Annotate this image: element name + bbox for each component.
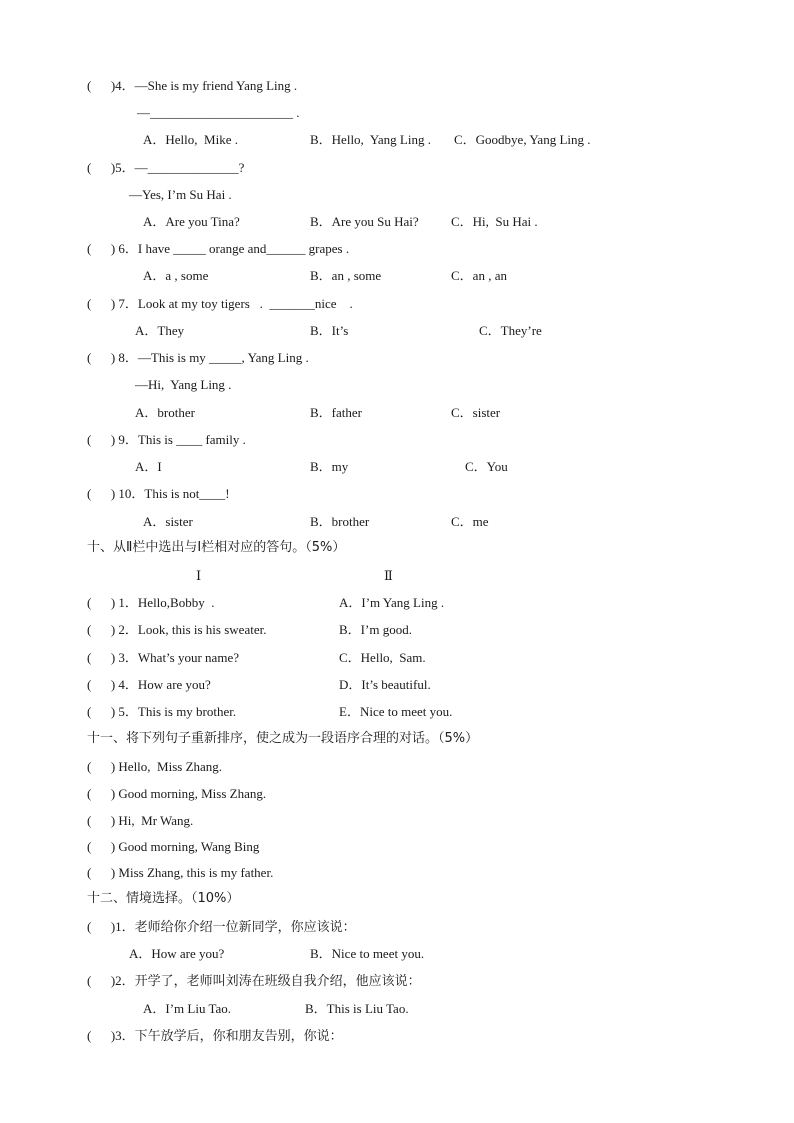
s12-q3-stem: ( )3．下午放学后，你和朋友告别，你说： [87, 1028, 343, 1043]
q5-option-c: C．Hi, Su Hai . [451, 214, 538, 229]
section12-title: 十二、情境选择。（10%） [87, 891, 240, 906]
q8-option-c: C．sister [451, 405, 501, 420]
q7-stem: ( ) 7．Look at my toy tigers . _______nice . [87, 296, 353, 311]
column-1-header: Ⅰ [196, 568, 202, 583]
match-left-1: ( ) 1．Hello,Bobby . [87, 595, 215, 610]
q10-option-c: C．me [451, 514, 489, 529]
column-2-header: Ⅱ [384, 568, 393, 583]
q4-stem: ( )4．—She is my friend Yang Ling . [87, 78, 298, 93]
q6-option-c: C．an , an [451, 268, 507, 283]
s12-q2-option-a: A．I’m Liu Tao. [143, 1001, 232, 1016]
q7-option-b: B．It’s [310, 323, 349, 338]
q10-option-a: A．sister [143, 514, 193, 529]
q4-reply-blank: —______________________ . [137, 105, 300, 120]
s12-q1-stem: ( )1．老师给你介绍一位新同学，你应该说： [87, 919, 356, 934]
order-item-5: ( ) Miss Zhang, this is my father. [87, 865, 274, 880]
match-left-4: ( ) 4．How are you? [87, 677, 211, 692]
s12-q2-option-b: B．This is Liu Tao. [305, 1001, 409, 1016]
s12-q2-stem: ( )2．开学了，老师叫刘涛在班级自我介绍，他应该说： [87, 973, 421, 988]
q5-option-b: B．Are you Su Hai? [310, 214, 419, 229]
q4-option-b: B．Hello, Yang Ling . [310, 132, 431, 147]
order-item-1: ( ) Hello, Miss Zhang. [87, 759, 223, 774]
match-right-a: A．I’m Yang Ling . [339, 595, 445, 610]
q9-option-a: A．I [135, 459, 162, 474]
q4-option-c: C．Goodbye, Yang Ling . [454, 132, 591, 147]
q5-reply: —Yes, I’m Su Hai . [129, 187, 232, 202]
section11-title: 十一、将下列句子重新排序，使之成为一段语序合理的对话。（5%） [87, 731, 479, 746]
order-item-2: ( ) Good morning, Miss Zhang. [87, 786, 267, 801]
s12-q1-option-a: A．How are you? [129, 946, 225, 961]
q6-option-a: A．a , some [143, 268, 209, 283]
q4-option-a: A．Hello, Mike . [143, 132, 238, 147]
s12-q1-option-b: B．Nice to meet you. [310, 946, 425, 961]
q9-stem: ( ) 9．This is ____ family . [87, 432, 246, 447]
order-item-3: ( ) Hi, Mr Wang. [87, 813, 194, 828]
order-item-4: ( ) Good morning, Wang Bing [87, 839, 260, 854]
q8-option-b: B．father [310, 405, 362, 420]
q8-reply: —Hi, Yang Ling . [135, 377, 232, 392]
q6-option-b: B．an , some [310, 268, 382, 283]
section10-title: 十、从Ⅱ栏中选出与Ⅰ栏相对应的答句。（5%） [87, 540, 346, 555]
q7-option-c: C．They’re [479, 323, 542, 338]
match-right-c: C．Hello, Sam. [339, 650, 426, 665]
match-right-b: B．I’m good. [339, 622, 412, 637]
match-left-5: ( ) 5．This is my brother. [87, 704, 237, 719]
q10-stem: ( ) 10．This is not____! [87, 486, 230, 501]
q9-option-c: C．You [465, 459, 508, 474]
q6-stem: ( ) 6．I have _____ orange and______ grapes . [87, 241, 350, 256]
q10-option-b: B．brother [310, 514, 370, 529]
q5-stem: ( )5．—______________? [87, 160, 245, 175]
match-left-3: ( ) 3．What’s your name? [87, 650, 239, 665]
match-right-e: E．Nice to meet you. [339, 704, 453, 719]
q8-stem: ( ) 8．—This is my _____, Yang Ling . [87, 350, 309, 365]
match-right-d: D．It’s beautiful. [339, 677, 431, 692]
q5-option-a: A．Are you Tina? [143, 214, 240, 229]
q9-option-b: B．my [310, 459, 349, 474]
match-left-2: ( ) 2．Look, this is his sweater. [87, 622, 267, 637]
q7-option-a: A．They [135, 323, 185, 338]
q8-option-a: A．brother [135, 405, 195, 420]
